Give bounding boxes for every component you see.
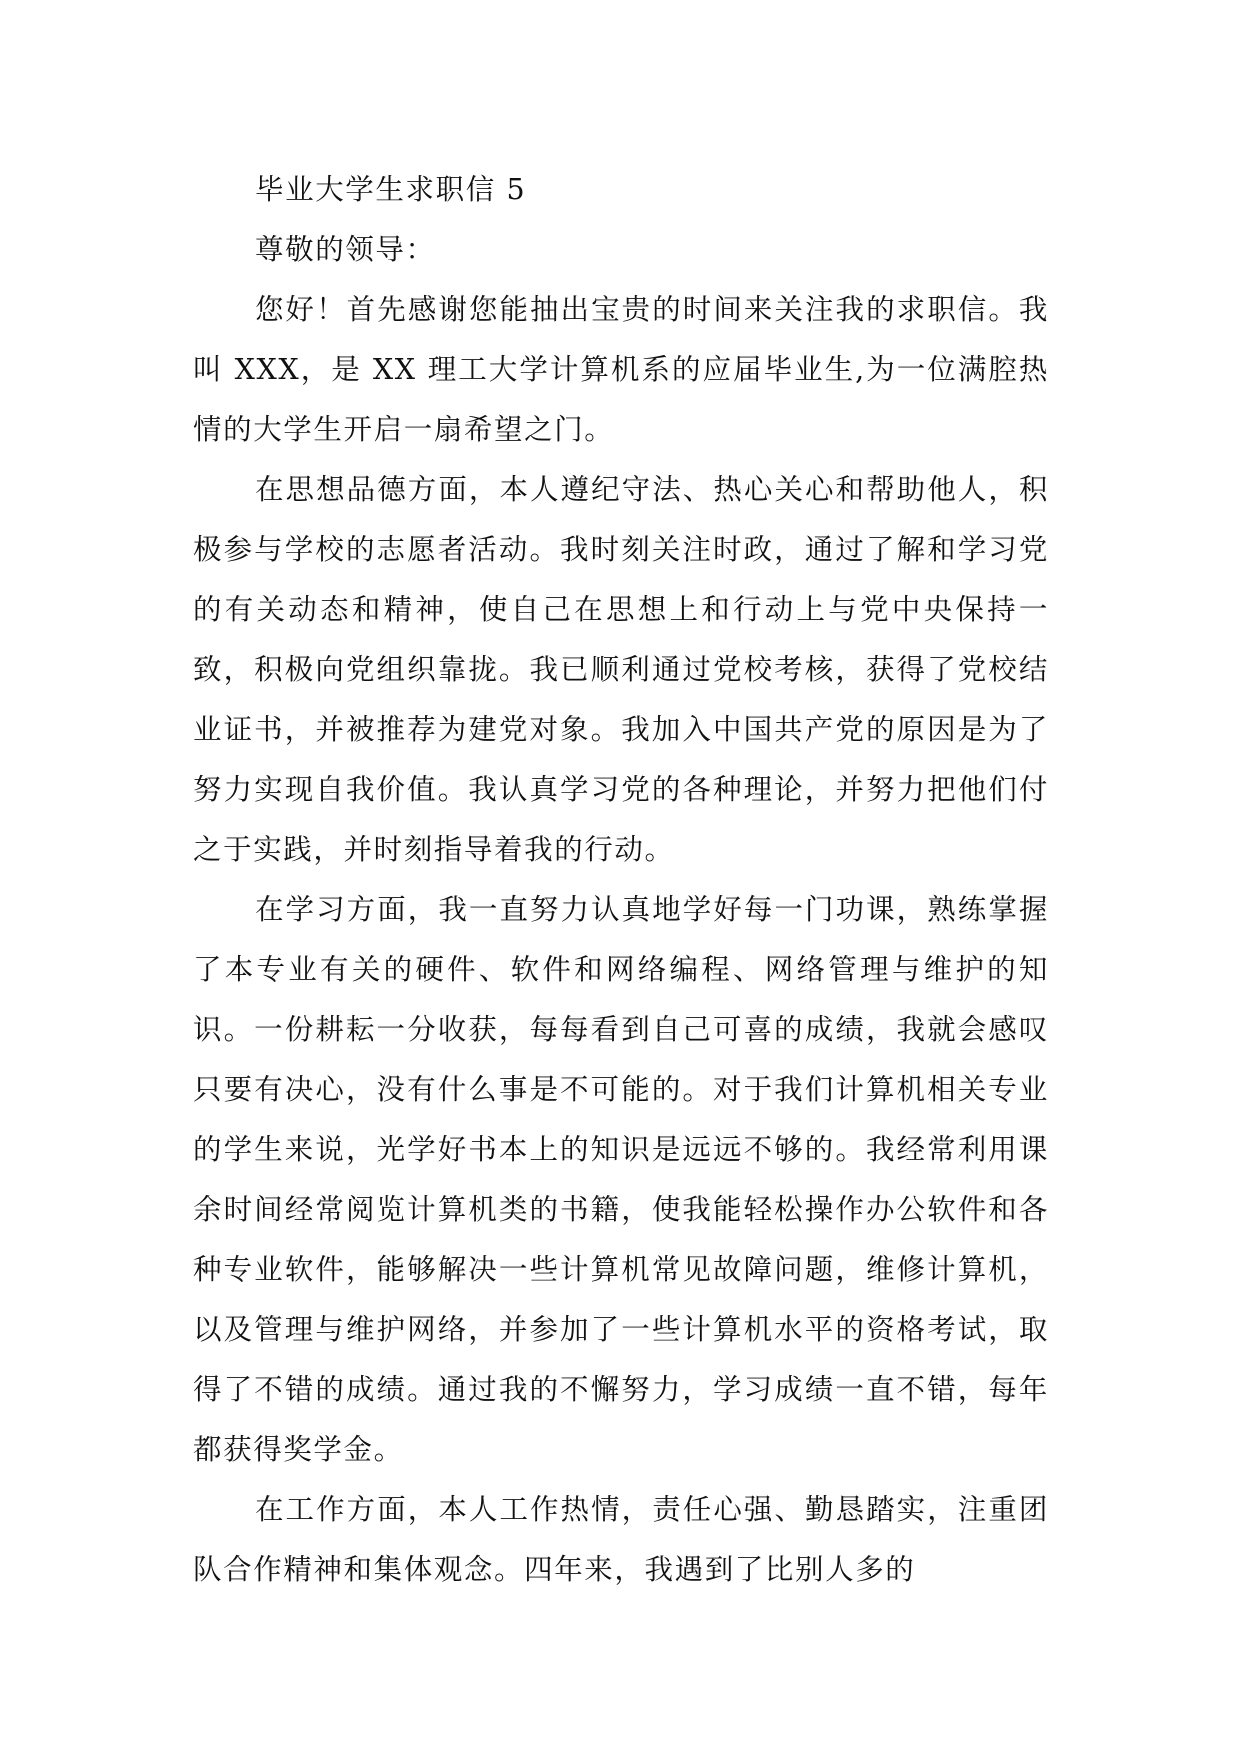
document-body [193,160,1049,1600]
paragraph-work: 在工作方面，本人工作热情，责任心强、勤恳踏实，注重团队合作精神和集体观念。四年来，我遇到了比别人多的 [193,1493,1049,1586]
paragraph-study: 在学习方面，我一直努力认真地学好每一门功课，熟练掌握了本专业有关的硬件、软件和网络编程、网络管理与维护的知识。一份耕耘一分收获，每每看到自己可喜的成绩，我就会感叹只要有决心，没有什么事是不可能的。对于我们计算机相关专业的学生来说，光学好书本上的知识是远远不够的。我经常利用课余时间经常阅览计算机类的书籍，使我能轻松操作办公软件和各种专业软件，能够解决一些计算机常见故障问题，维修计算机，以及管理与维护网络，并参加了一些计算机水平的资格考试，取得了不错的成绩。通过我的不懈努力，学习成绩一直不错，每年都获得奖学金。 [193,893,1049,1466]
paragraph-ideology: 在思想品德方面，本人遵纪守法、热心关心和帮助他人，积极参与学校的志愿者活动。我时刻关注时政，通过了解和学习党的有关动态和精神，使自己在思想上和行动上与党中央保持一致，积极向党组织靠拢。我已顺利通过党校考核，获得了党校结业证书，并被推荐为建党对象。我加入中国共产党的原因是为了努力实现自我价值。我认真学习党的各种理论，并努力把他们付之于实践，并时刻指导着我的行动。 [193,473,1049,866]
paragraph-greeting: 您好！首先感谢您能抽出宝贵的时间来关注我的求职信。我叫 XXX，是 XX 理工大学计算机系的应届毕业生,为一位满腔热情的大学生开启一扇希望之门。 [193,293,1049,446]
document-title: 毕业大学生求职信 5 [255,173,527,206]
salutation: 尊敬的领导： [255,233,436,266]
